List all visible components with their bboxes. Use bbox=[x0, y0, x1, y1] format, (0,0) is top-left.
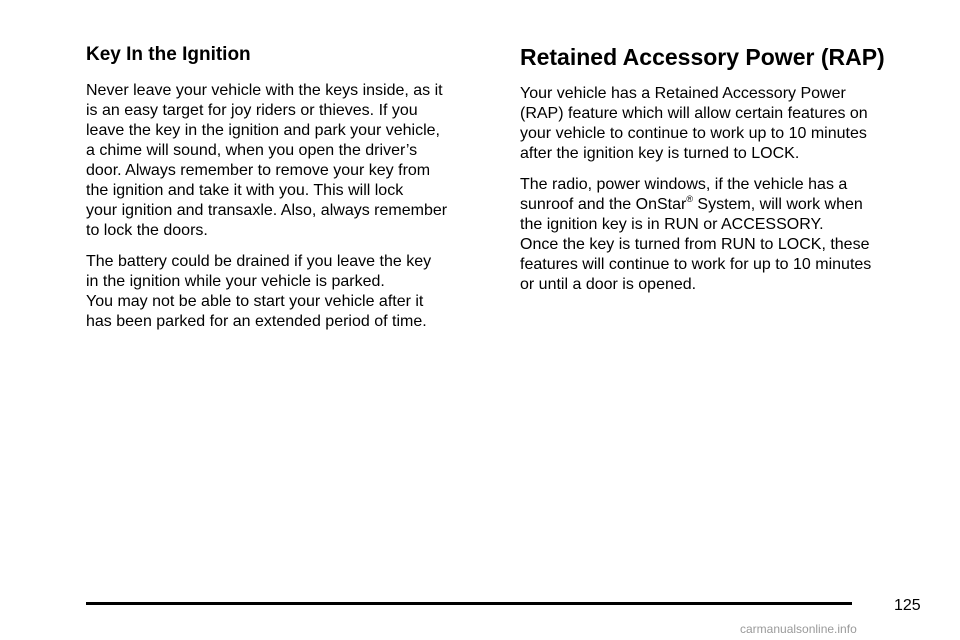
text-line: to lock the doors. bbox=[86, 221, 208, 239]
text-line: features will continue to work for up to 10 minutes bbox=[520, 255, 872, 273]
text-line: The battery could be drained if you leave the key bbox=[86, 252, 432, 270]
text-line: Once the key is turned from RUN to LOCK, these bbox=[520, 235, 870, 253]
text-line: door. Always remember to remove your key from bbox=[86, 161, 431, 179]
text-line: You may not be able to start your vehicle after it bbox=[86, 292, 424, 310]
text-line: is an easy target for joy riders or thieves. If you bbox=[86, 101, 418, 119]
text-line: Your vehicle has a Retained Accessory Power bbox=[520, 84, 846, 102]
rap-heading: Retained Accessory Power (RAP) bbox=[520, 44, 885, 70]
text-line: after the ignition key is turned to LOCK. bbox=[520, 144, 800, 162]
key-in-ignition-heading: Key In the Ignition bbox=[86, 44, 251, 65]
text-line: The radio, power windows, if the vehicle has a bbox=[520, 175, 848, 193]
text-line: Never leave your vehicle with the keys inside, as it bbox=[86, 81, 443, 99]
text-line: in the ignition while your vehicle is parked. bbox=[86, 272, 385, 290]
text-line: your ignition and transaxle. Also, always remember bbox=[86, 201, 448, 219]
text-line: (RAP) feature which will allow certain features on bbox=[520, 104, 868, 122]
text-line: the ignition and take it with you. This will lock bbox=[86, 181, 404, 199]
text-line: or until a door is opened. bbox=[520, 275, 697, 293]
footer-rule bbox=[86, 602, 852, 605]
text-line: the ignition key is in RUN or ACCESSORY. bbox=[520, 215, 824, 233]
rap-duration-paragraph bbox=[520, 235, 940, 295]
battery-drain-paragraph bbox=[86, 252, 496, 292]
text-line bbox=[520, 195, 940, 215]
rap-features-paragraph bbox=[520, 175, 940, 235]
rap-intro-paragraph bbox=[520, 84, 940, 164]
start-vehicle-paragraph bbox=[86, 292, 496, 332]
text-fragment: System, will work when bbox=[692, 195, 863, 213]
text-line: your vehicle to continue to work up to 10 minutes bbox=[520, 124, 867, 142]
watermark: carmanualsonline.info bbox=[740, 622, 857, 636]
text-fragment: sunroof and the OnStar bbox=[520, 195, 687, 213]
text-line: a chime will sound, when you open the driver’s bbox=[86, 141, 418, 159]
right-column bbox=[520, 44, 940, 306]
page-number: 125 bbox=[894, 597, 921, 614]
left-column bbox=[86, 44, 496, 343]
key-warning-paragraph bbox=[86, 81, 496, 241]
text-line: has been parked for an extended period of time. bbox=[86, 312, 427, 330]
registered-mark: ® bbox=[686, 193, 693, 204]
text-line: leave the key in the ignition and park your vehicle, bbox=[86, 121, 440, 139]
